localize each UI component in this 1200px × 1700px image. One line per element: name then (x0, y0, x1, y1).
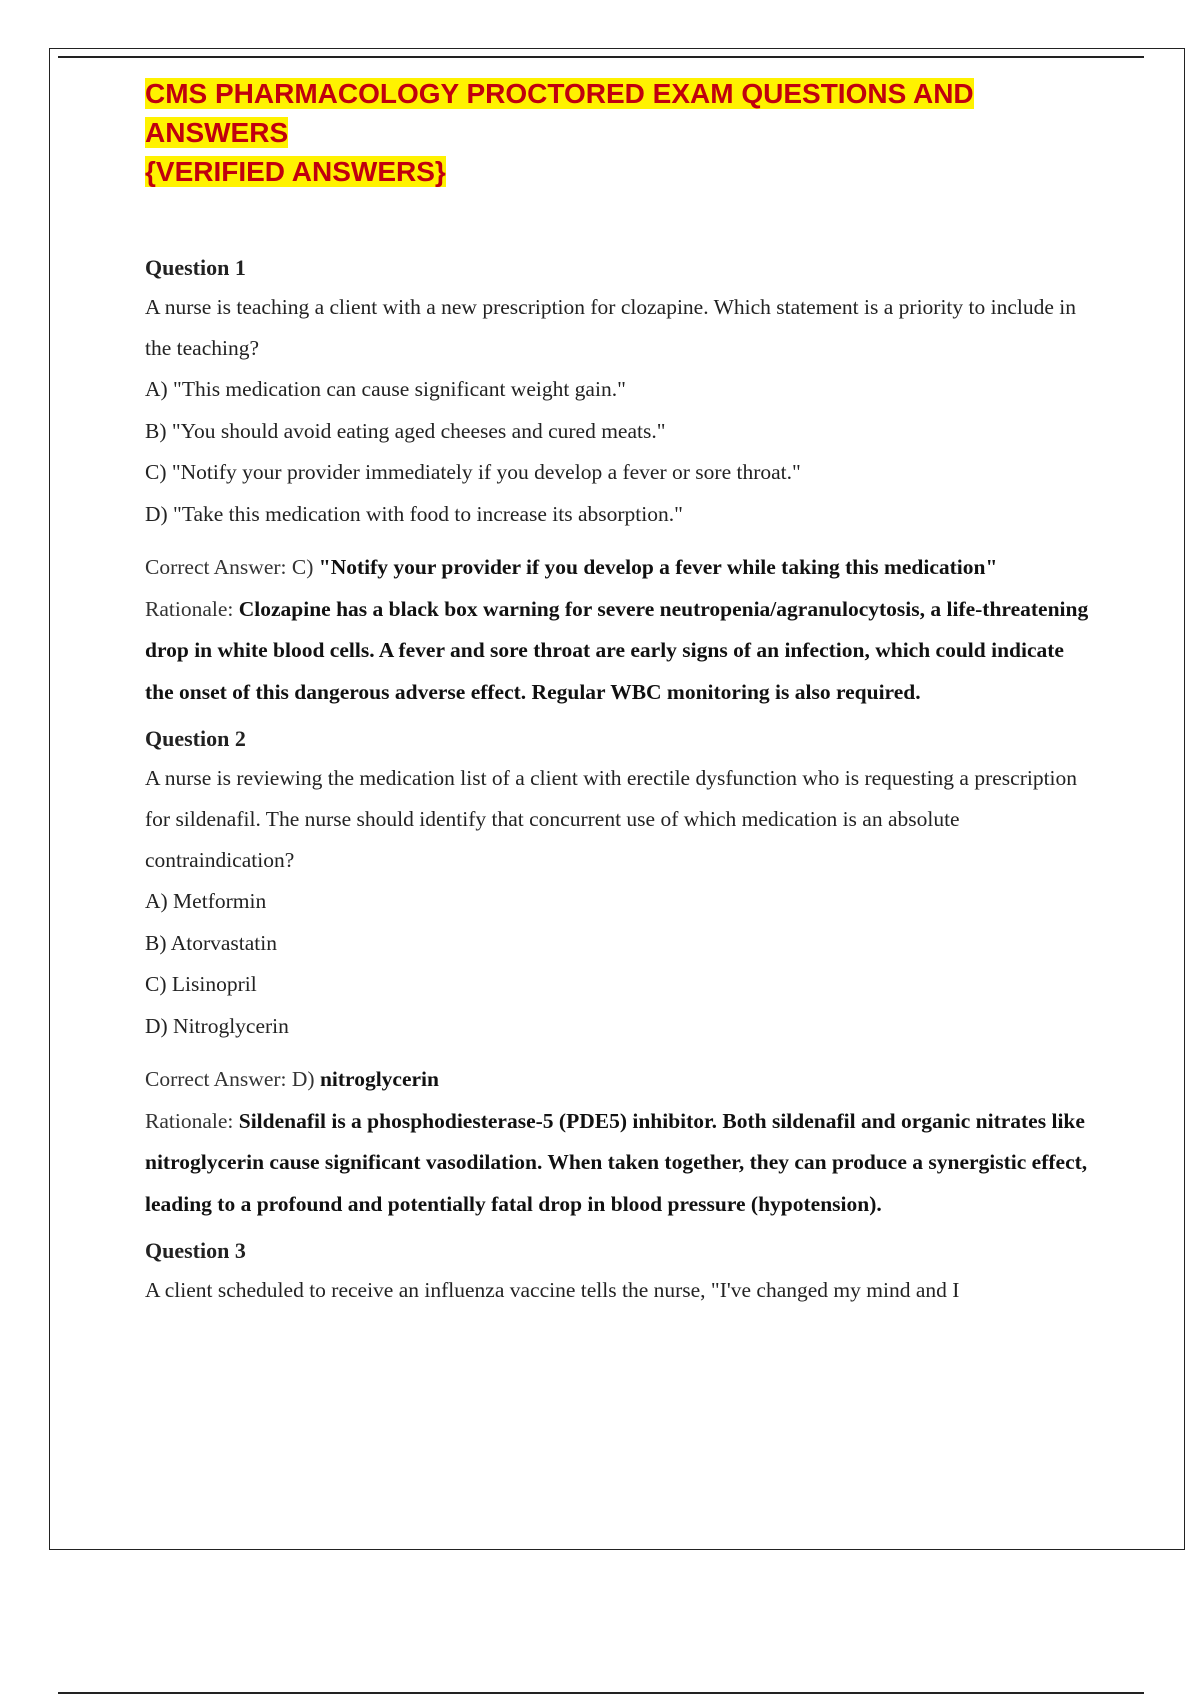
option-a: A) Metformin (145, 889, 267, 913)
option-b: B) "You should avoid eating aged cheeses and cured meats." (145, 418, 666, 443)
answer-label: Correct Answer: D) (145, 1067, 320, 1091)
question-heading: Question 3 (145, 1238, 246, 1263)
title-line-2: {VERIFIED ANSWERS} (145, 156, 446, 187)
option-a: A) "This medication can cause significant weight gain." (145, 377, 626, 401)
document-title (145, 74, 1095, 191)
bottom-rule (58, 1692, 1144, 1694)
question-3 (145, 1237, 1095, 1311)
document-content (145, 74, 1095, 1311)
option-d: D) Nitroglycerin (145, 1013, 289, 1038)
question-stem: A nurse is reviewing the medication list of a client with erectile dysfunction who is requesting a prescription for sildenafil. The nurse should identify that concurrent use of which medication is an absolute contraindication? (145, 766, 1078, 872)
option-c: C) Lisinopril (145, 972, 257, 996)
answer-text: nitroglycerin (319, 1067, 439, 1091)
rationale (145, 589, 1095, 714)
rationale-text: Sildenafil is a phosphodiesterase-5 (PDE5) inhibitor. Both sildenafil and organic nitrates like nitroglycerin cause significant vasodilation. When taken together, they can produce a synergistic effect, leading to a profound and potentially fatal drop in blood pressure (hypotension). (145, 1108, 1088, 1216)
rationale-text: Clozapine has a black box warning for severe neutropenia/agranulocytosis, a life-threatening drop in white blood cells. A fever and sore throat are early signs of an infection, which could indicate the onset of this dangerous adverse effect. Regular WBC monitoring is also required. (145, 596, 1089, 704)
answer-label: Correct Answer: C) (145, 555, 319, 579)
top-rule (58, 56, 1144, 58)
question-stem: A client scheduled to receive an influenza vaccine tells the nurse, "I've changed my mind and I (145, 1278, 960, 1302)
question-1 (145, 254, 1095, 713)
question-stem: A nurse is teaching a client with a new prescription for clozapine. Which statement is a priority to include in the teaching? (145, 295, 1076, 360)
correct-answer (145, 1059, 1095, 1101)
question-heading: Question 2 (145, 726, 246, 751)
option-b: B) Atorvastatin (145, 930, 277, 955)
answer-text: "Notify your provider if you develop a fever while taking this medication" (318, 555, 998, 579)
rationale-label: Rationale: (145, 1108, 239, 1133)
title-line-1: CMS PHARMACOLOGY PROCTORED EXAM QUESTIONS AND ANSWERS (145, 78, 974, 148)
question-heading: Question 1 (145, 255, 246, 280)
rationale-label: Rationale: (145, 596, 239, 621)
correct-answer (145, 547, 1095, 589)
option-c: C) "Notify your provider immediately if you develop a fever or sore throat." (145, 460, 801, 484)
rationale (145, 1101, 1095, 1226)
option-d: D) "Take this medication with food to increase its absorption." (145, 501, 683, 526)
question-2 (145, 725, 1095, 1225)
